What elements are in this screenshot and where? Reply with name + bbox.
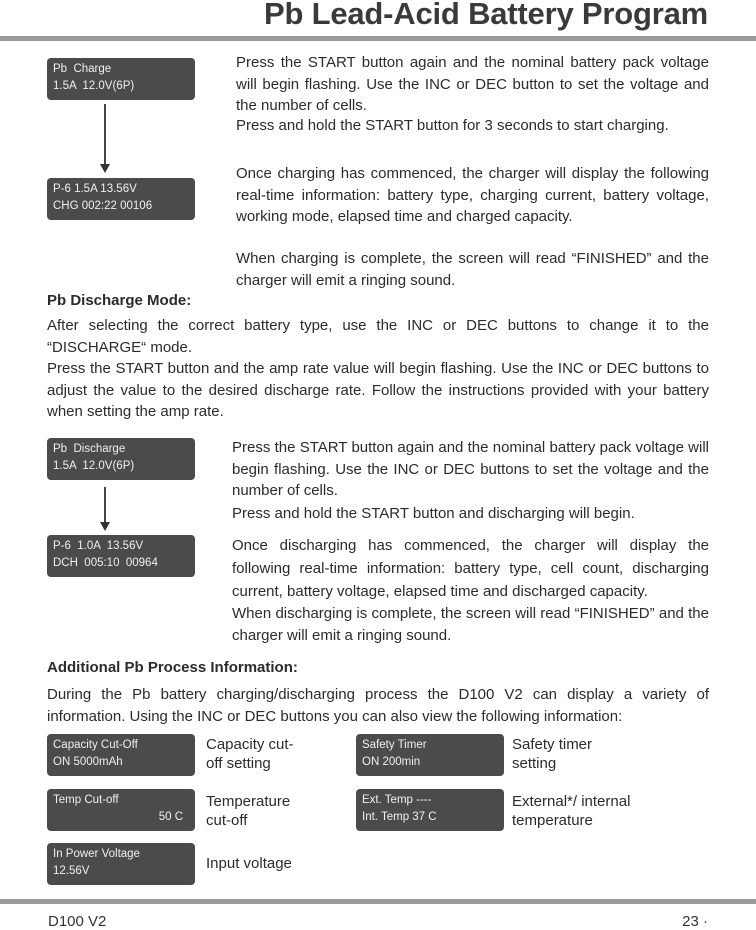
lcd-line: Pb Charge (53, 63, 112, 75)
lcd-line: ON 200min (362, 756, 421, 768)
label-line: Capacity cut- (206, 736, 294, 753)
charge-paragraph: When charging is complete, the screen will read “FINISHED” and the charger will emit a ringing sound. (236, 250, 709, 289)
discharge-paragraph: Press the START button again and the nominal battery pack voltage will begin flashing. Use the INC or DEC buttons to set the voltage and the number of cells. (232, 439, 709, 499)
lcd-line: Temp Cut-off (53, 794, 119, 806)
charge-paragraph: Once charging has commenced, the charger will display the following real-time information: battery type, charging current, battery voltage, working mode, elapsed time and charged capacity. (236, 165, 709, 225)
discharge-paragraph: Once discharging has commenced, the charger will display the following real-time information: battery type, cell count, discharging current, battery voltage, elapsed time and discharged capacity. (232, 537, 709, 600)
arrow-down-icon (104, 104, 106, 164)
arrow-down-icon (104, 487, 106, 523)
label-line: Safety timer (512, 736, 593, 753)
footer-model: D100 V2 (48, 913, 107, 930)
lcd-line: Capacity Cut-Off (53, 739, 138, 751)
label-line: Input voltage (206, 855, 292, 872)
lcd-capacity-cutoff (47, 734, 195, 776)
page-number: 23 · (682, 913, 708, 930)
lcd-line: 1.5A 12.0V(6P) (53, 80, 135, 92)
lcd-line: Ext. Temp ---- (362, 794, 432, 806)
lcd-discharge-setup (47, 438, 195, 480)
additional-intro: During the Pb battery charging/discharging process the D100 V2 can display a variety of information. Using the INC or DEC buttons you can also view the following information: (47, 686, 709, 725)
label-input-voltage (206, 854, 292, 873)
lcd-line: Pb Discharge (53, 443, 126, 455)
arrow-head-icon (100, 164, 110, 173)
section-heading-additional: Additional Pb Process Information: (47, 659, 298, 676)
lcd-line: Int. Temp 37 C (362, 811, 437, 823)
lcd-line: P-6 1.0A 13.56V (53, 540, 144, 552)
lcd-line: DCH 005:10 00964 (53, 557, 158, 569)
label-temperature (512, 792, 630, 830)
page-title: Pb Lead-Acid Battery Program (263, 0, 708, 31)
lcd-temperature (356, 789, 504, 831)
lcd-line: CHG 002:22 00106 (53, 200, 153, 212)
arrow-head-icon (100, 522, 110, 531)
lcd-charge-setup (47, 58, 195, 100)
label-capacity-cutoff (206, 735, 294, 773)
lcd-line: ON 5000mAh (53, 756, 123, 768)
footer-rule (0, 899, 756, 904)
lcd-line: 1.5A 12.0V(6P) (53, 460, 135, 472)
lcd-safety-timer (356, 734, 504, 776)
section-heading-discharge: Pb Discharge Mode: (47, 292, 192, 309)
lcd-line: Safety Timer (362, 739, 427, 751)
label-line: off setting (206, 755, 271, 772)
header-rule (0, 36, 756, 41)
discharge-paragraph: When discharging is complete, the screen will read “FINISHED” and the charger will emit a ringing sound. (232, 605, 709, 644)
discharge-intro: After selecting the correct battery type, use the INC or DEC buttons to change it to the “DISCHARGE“ mode. (47, 317, 709, 356)
label-line: setting (512, 755, 557, 772)
lcd-line: P-6 1.5A 13.56V (53, 183, 137, 195)
lcd-line: 12.56V (53, 865, 90, 877)
lcd-temp-cutoff (47, 789, 195, 831)
lcd-line: 50 C (158, 811, 183, 823)
label-line: temperature (512, 812, 593, 829)
lcd-charge-running (47, 178, 195, 220)
discharge-intro: Press the START button and the amp rate value will begin flashing. Use the INC or DEC buttons to adjust the value to the desired discharge rate. Follow the instructions provided with your battery when setting the amp rate. (47, 360, 709, 420)
label-line: External*/ internal (512, 793, 631, 810)
discharge-paragraph: Press and hold the START button and discharging will begin. (232, 505, 635, 522)
lcd-line: In Power Voltage (53, 848, 140, 860)
label-line: cut-off (206, 812, 248, 829)
charge-paragraph: Press and hold the START button for 3 seconds to start charging. (236, 117, 669, 134)
label-line: Temperature (206, 793, 291, 810)
lcd-discharge-running (47, 535, 195, 577)
lcd-input-voltage (47, 843, 195, 885)
charge-paragraph: Press the START button again and the nominal battery pack voltage will begin flashing. Use the INC or DEC button to set the voltage and the number of cells. (236, 54, 709, 114)
label-temp-cutoff (206, 792, 290, 830)
label-safety-timer (512, 735, 592, 773)
